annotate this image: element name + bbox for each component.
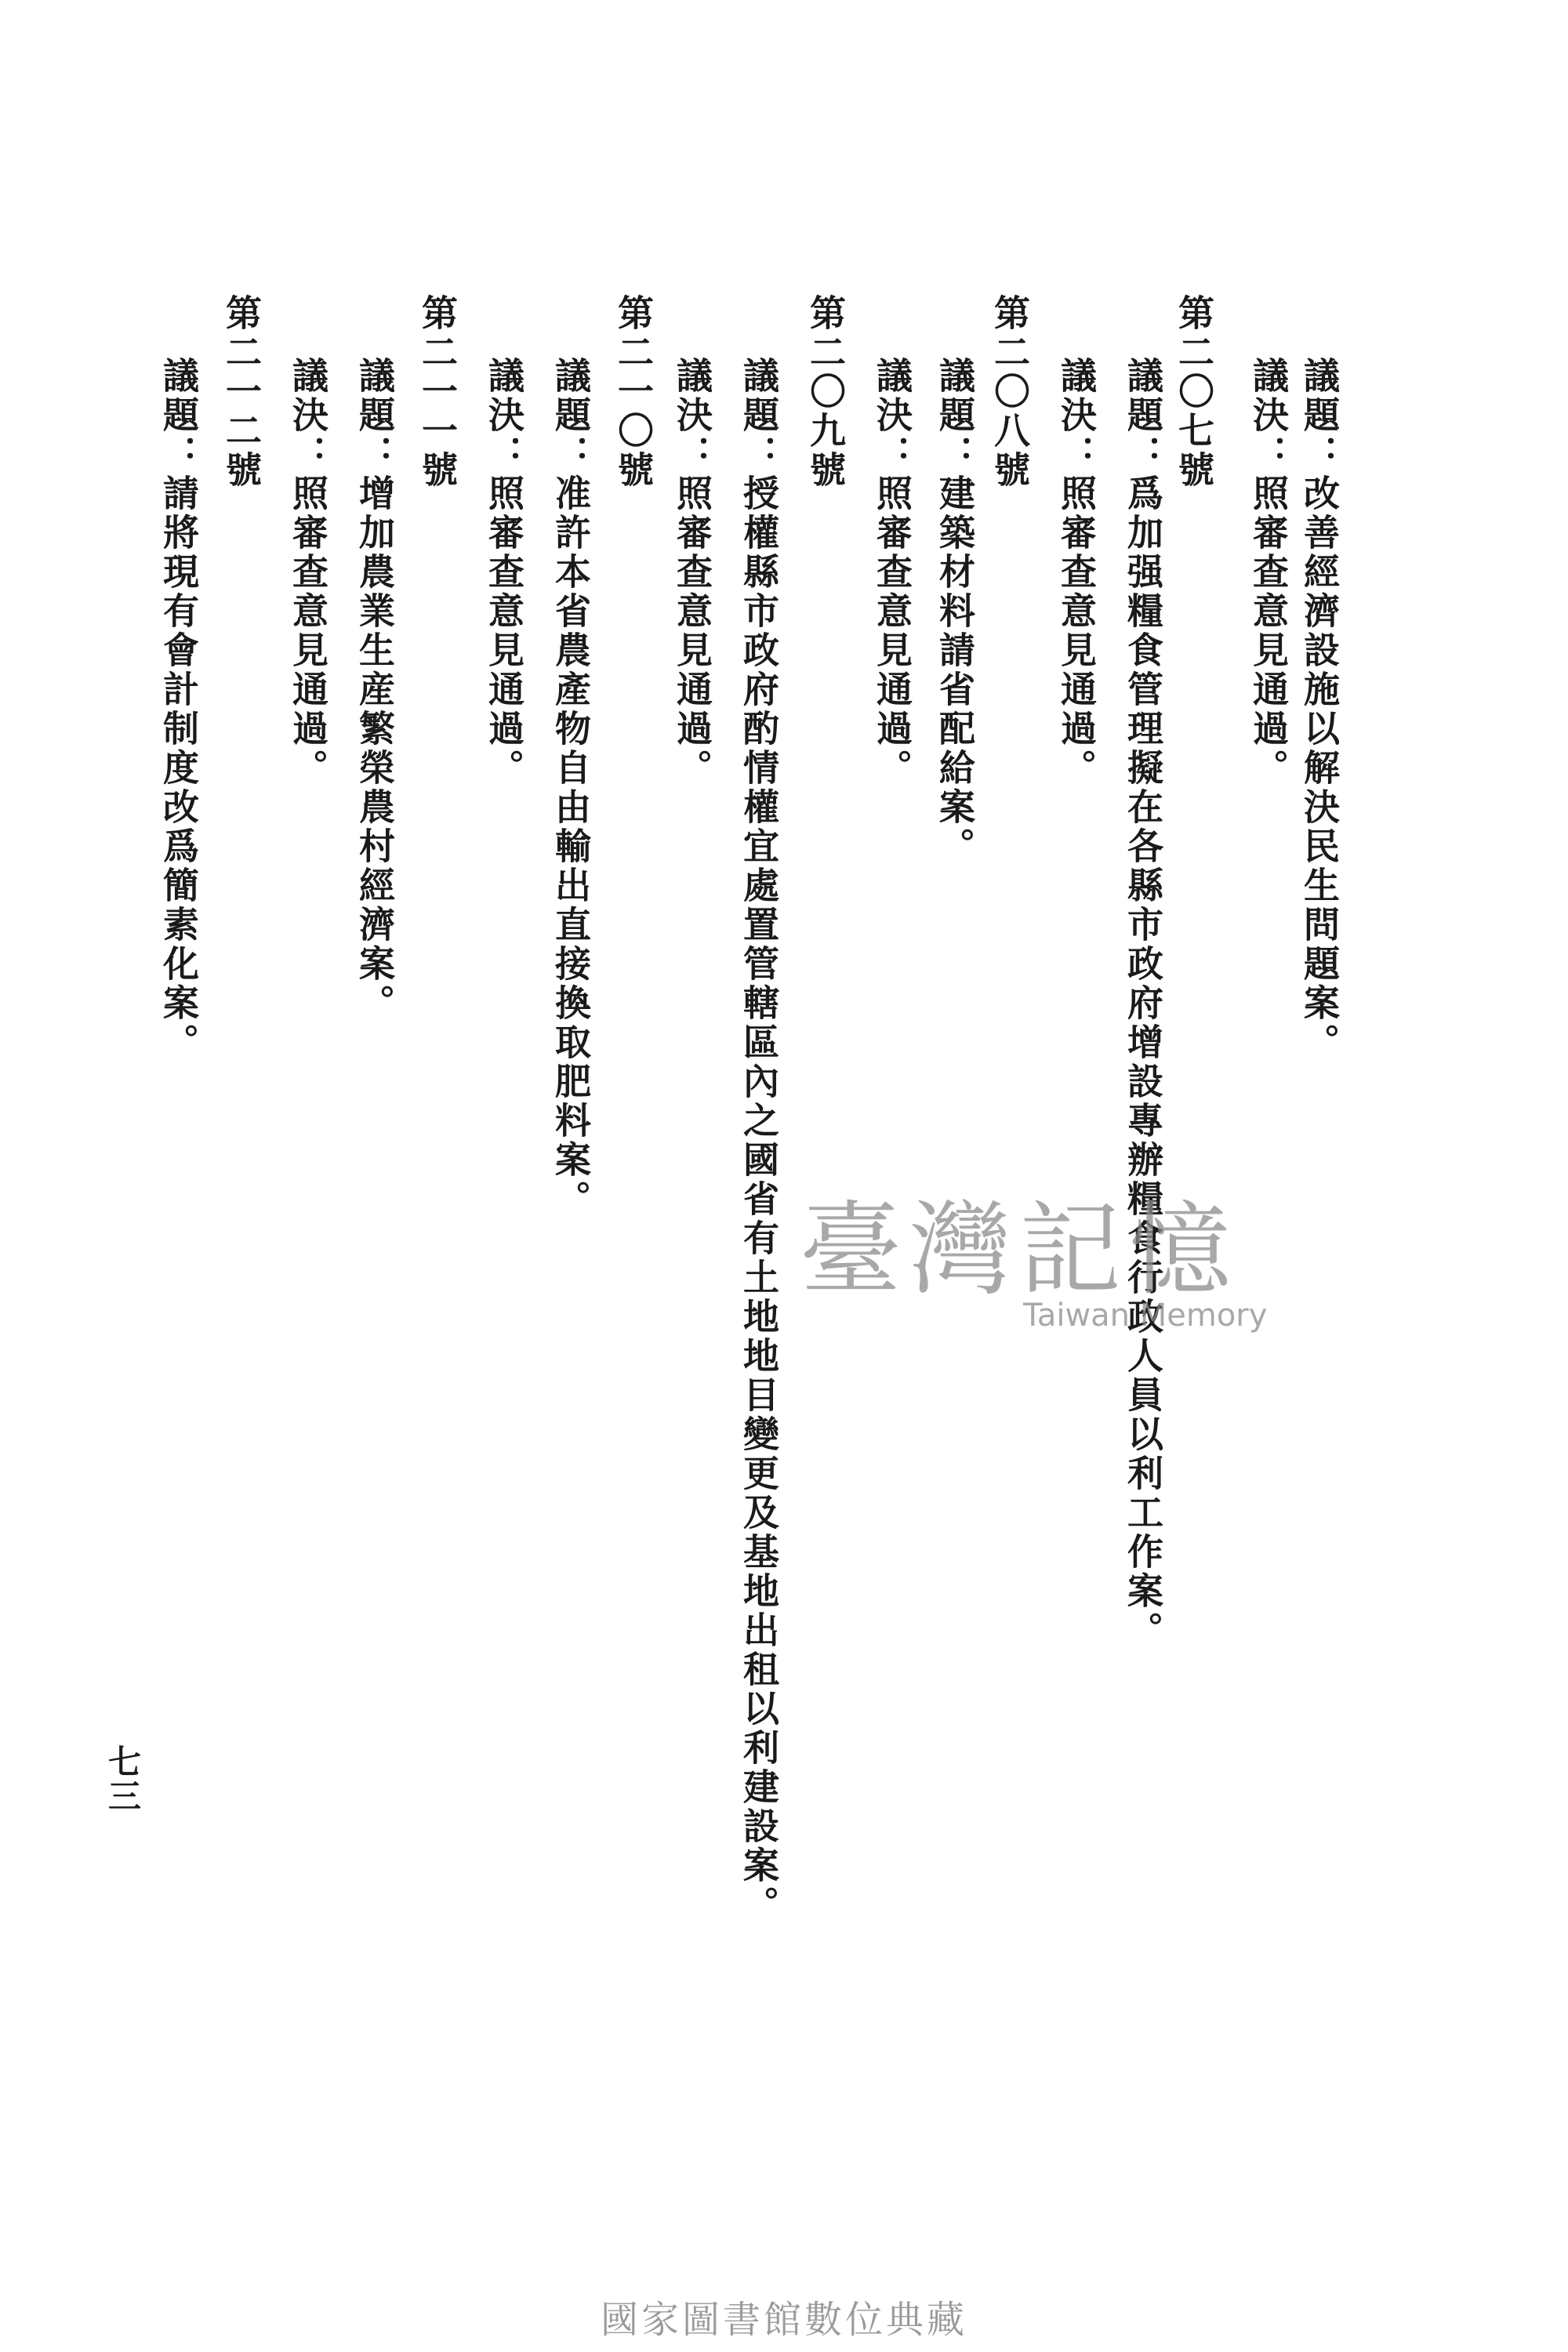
- text-column-resolution-207: 議決：照審查意見通過。: [1055, 357, 1098, 788]
- item-number-208: 第二〇八號: [989, 294, 1031, 490]
- text-column-topic-206: 議題：改善經濟設施以解決民生問題案。: [1298, 357, 1341, 1062]
- text-column-topic-208: 議題：建築材料請省配給案。: [934, 357, 976, 866]
- footer-credit: 國家圖書館數位典藏: [600, 2298, 967, 2342]
- text-column-topic-210: 議題：准許本省農產物自由輸出直接換取肥料案。: [550, 357, 592, 1219]
- text-column-resolution-209: 議決：照審查意見通過。: [671, 357, 713, 788]
- text-column-topic-212: 議題：請將現有會計制度改爲簡素化案。: [158, 357, 200, 1062]
- watermark-english: Taiwan Memory: [1023, 1298, 1268, 1334]
- item-number-211: 第二一一號: [416, 294, 459, 490]
- item-number-212: 第二一二號: [220, 294, 263, 490]
- item-number-210: 第二一〇號: [612, 294, 655, 490]
- text-column-resolution-210: 議決：照審查意見通過。: [483, 357, 525, 788]
- item-number-207: 第二〇七號: [1173, 294, 1215, 490]
- text-column-resolution-211: 議決：照審查意見通過。: [287, 357, 329, 788]
- text-column-topic-207: 議題：爲加强糧食管理擬在各縣市政府增設專辦糧食行政人員以利工作案。: [1122, 357, 1164, 1650]
- watermark-logo: [800, 1168, 1286, 1348]
- item-number-209: 第二〇九號: [804, 294, 847, 490]
- text-column-resolution-206: 議決：照審查意見通過。: [1247, 357, 1290, 788]
- page-number: 七三: [103, 1744, 142, 1813]
- text-column-resolution-208: 議決：照審查意見通過。: [871, 357, 913, 788]
- text-column-topic-209: 議題：授權縣市政府酌情權宜處置管轄區內之國省有土地地目變更及基地出租以利建設案。: [738, 357, 780, 1925]
- text-column-topic-211: 議題：增加農業生産繁榮農村經濟案。: [354, 357, 396, 1023]
- watermark-chinese: 臺灣記憶: [800, 1190, 1240, 1309]
